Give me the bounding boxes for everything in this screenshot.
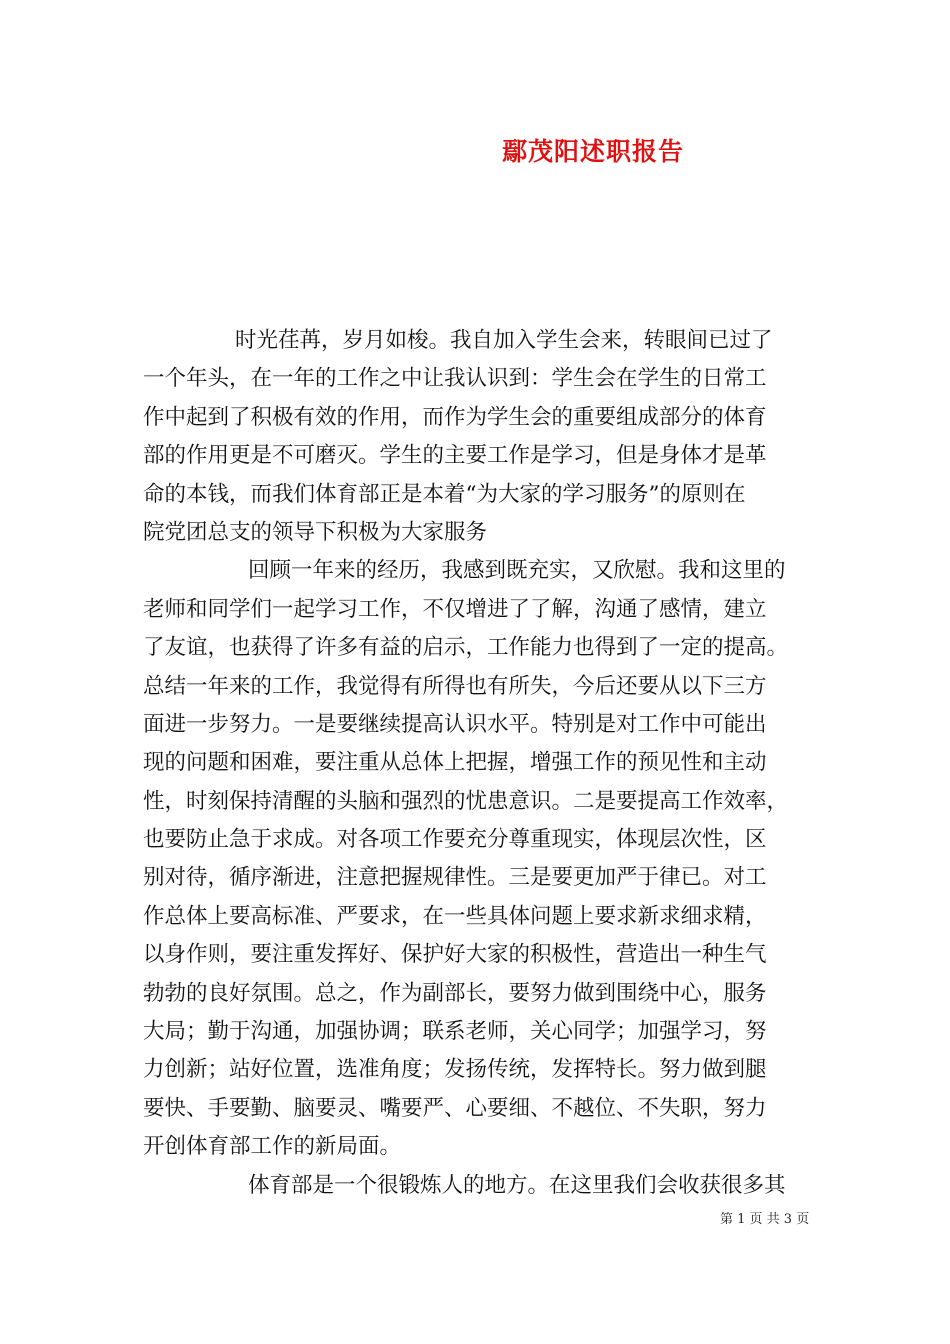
paragraph-line: 性，时刻保持清醒的头脑和强烈的忧患意识。二是要提高工作效率， (143, 788, 789, 814)
paragraph-line: 要快、手要勤、脑要灵、嘴要严、心要细、不越位、不失职，努力 (143, 1095, 767, 1121)
paragraph-line: 回顾一年来的经历，我感到既充实，又欣慰。我和这里的 (248, 558, 786, 584)
paragraph-line: 大局；勤于沟通，加强协调；联系老师，关心同学；加强学习，努 (143, 1019, 767, 1045)
document-body (143, 322, 809, 1205)
paragraph-line: 院党团总支的领导下积极为大家服务 (143, 519, 488, 545)
page-number: 第 1 页 共 3 页 (720, 1212, 810, 1227)
paragraph-line: 现的问题和困难，要注重从总体上把握，增强工作的预见性和主动 (143, 750, 767, 776)
paragraph-line: 体育部是一个很锻炼人的地方。在这里我们会收获很多其 (248, 1172, 786, 1198)
paragraph-line: 了友谊，也获得了许多有益的启示，工作能力也得到了一定的提高。 (143, 635, 789, 661)
paragraph-line: 勃勃的良好氛围。总之，作为副部长，要努力做到围绕中心，服务 (143, 980, 767, 1006)
paragraph-line: 部的作用更是不可磨灭。学生的主要工作是学习，但是身体才是革 (143, 443, 767, 469)
paragraph-line: 总结一年来的工作，我觉得有所得也有所失，今后还要从以下三方 (143, 673, 767, 699)
paragraph-line: 命的本钱，而我们体育部正是本着“为大家的学习服务”的原则在 (143, 481, 746, 507)
paragraph-line: 时光荏苒，岁月如梭。我自加入学生会来，转眼间已过了 (235, 328, 773, 353)
paragraph-line: 也要防止急于求成。对各项工作要充分尊重现实，体现层次性，区 (143, 827, 767, 853)
paragraph-line: 作中起到了积极有效的作用，而作为学生会的重要组成部分的体育 (143, 404, 767, 430)
paragraph-line: 开创体育部工作的新局面。 (143, 1134, 402, 1160)
paragraph-line: 作总体上要高标准、严要求，在一些具体问题上要求新求细求精， (143, 903, 767, 929)
paragraph-line: 一个年头，在一年的工作之中让我认识到：学生会在学生的日常工 (143, 366, 767, 392)
paragraph-line: 别对待，循序渐进，注意把握规律性。三是要更加严于律已。对工 (143, 865, 767, 891)
document-title: 鄢茂阳述职报告 (502, 137, 685, 166)
paragraph-line: 力创新；站好位置，选准角度；发扬传统，发挥特长。努力做到腿 (143, 1057, 767, 1083)
paragraph-line: 以身作则，要注重发挥好、保护好大家的积极性，营造出一种生气 (143, 942, 767, 968)
paragraph-line: 老师和同学们一起学习工作，不仅增进了了解，沟通了感情，建立 (143, 596, 767, 622)
paragraph-line: 面进一步努力。一是要继续提高认识水平。特别是对工作中可能出 (143, 711, 767, 737)
